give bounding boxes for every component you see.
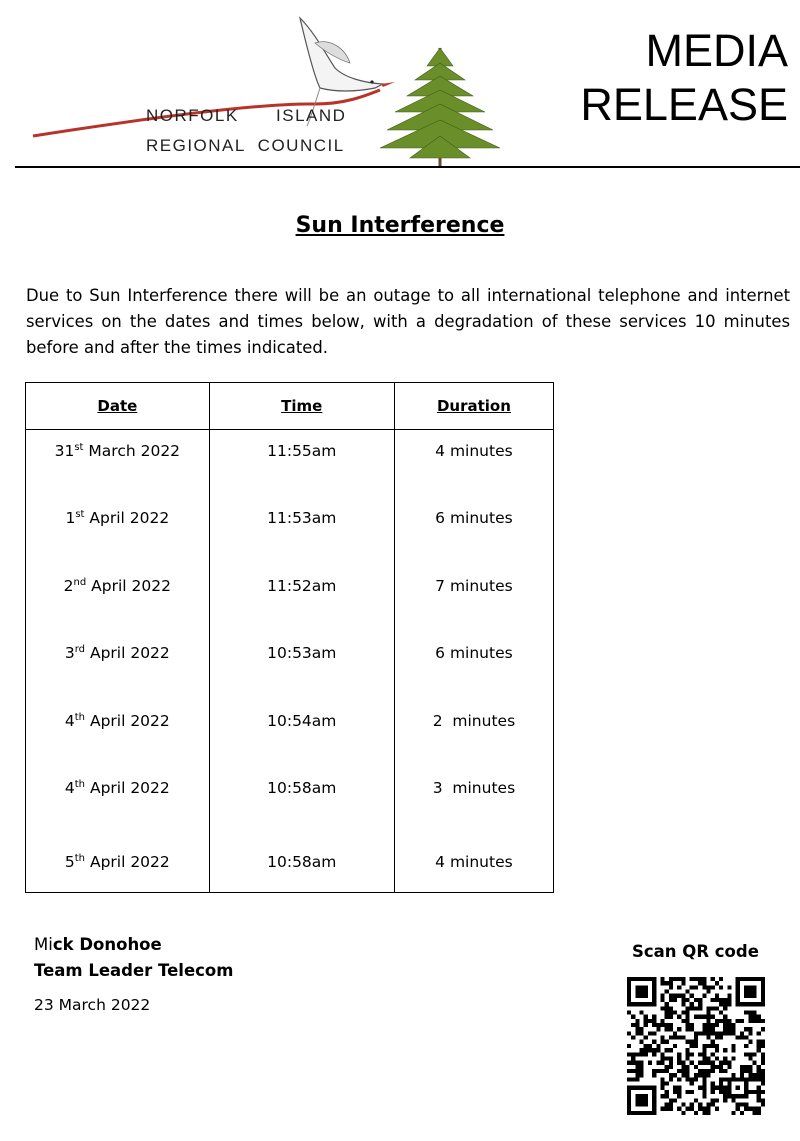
table-header-row — [26, 383, 554, 430]
date-cell: 4th April 2022 — [26, 767, 210, 835]
table-row — [26, 632, 554, 700]
signature-block — [34, 932, 233, 1014]
signatory-name: Mick Donohoe — [34, 935, 162, 954]
outage-schedule-table — [25, 382, 554, 893]
date-cell: 2nd April 2022 — [26, 565, 210, 633]
pine-tree-icon — [380, 48, 500, 168]
table-row — [26, 700, 554, 768]
date-cell: 4th April 2022 — [26, 700, 210, 768]
date-cell: 1st April 2022 — [26, 497, 210, 565]
duration-cell: 2 minutes — [394, 700, 553, 768]
duration-cell: 6 minutes — [394, 632, 553, 700]
duration-cell: 4 minutes — [394, 835, 553, 893]
media-release-heading — [568, 24, 788, 132]
duration-cell: 3 minutes — [394, 767, 553, 835]
date-cell: 5th April 2022 — [26, 835, 210, 893]
signatory-role: Team Leader Telecom — [34, 961, 234, 980]
header — [0, 0, 800, 170]
time-cell: 11:55am — [209, 430, 394, 498]
duration-cell: 6 minutes — [394, 497, 553, 565]
time-cell: 10:53am — [209, 632, 394, 700]
media-release-line1: MEDIA — [645, 25, 788, 76]
document-title: Sun Interference — [295, 213, 505, 238]
qr-code-icon[interactable] — [627, 977, 765, 1115]
duration-cell: 7 minutes — [394, 565, 553, 633]
table-row — [26, 430, 554, 498]
column-header-time: Time — [209, 383, 394, 430]
time-cell: 10:54am — [209, 700, 394, 768]
column-header-duration: Duration — [394, 383, 553, 430]
time-cell: 11:52am — [209, 565, 394, 633]
date-cell: 31st March 2022 — [26, 430, 210, 498]
duration-cell: 4 minutes — [394, 430, 553, 498]
org-name-line1: NORFOLK ISLAND — [146, 106, 347, 125]
table-row — [26, 565, 554, 633]
org-name-line2: REGIONAL COUNCIL — [146, 136, 345, 155]
date-cell: 3rd April 2022 — [26, 632, 210, 700]
time-cell: 11:53am — [209, 497, 394, 565]
media-release-line2: RELEASE — [580, 79, 788, 130]
time-cell: 10:58am — [209, 835, 394, 893]
table-row — [26, 835, 554, 893]
table-row — [26, 767, 554, 835]
intro-paragraph: Due to Sun Interference there will be an outage to all international telephone and internet services on the dates and times below, with a degradation of these services 10 minutes before and after the times indicated. — [26, 286, 790, 357]
header-divider — [15, 166, 800, 168]
qr-label: Scan QR code — [632, 942, 759, 961]
time-cell: 10:58am — [209, 767, 394, 835]
release-date: 23 March 2022 — [34, 996, 151, 1014]
table-row — [26, 497, 554, 565]
column-header-date: Date — [26, 383, 210, 430]
